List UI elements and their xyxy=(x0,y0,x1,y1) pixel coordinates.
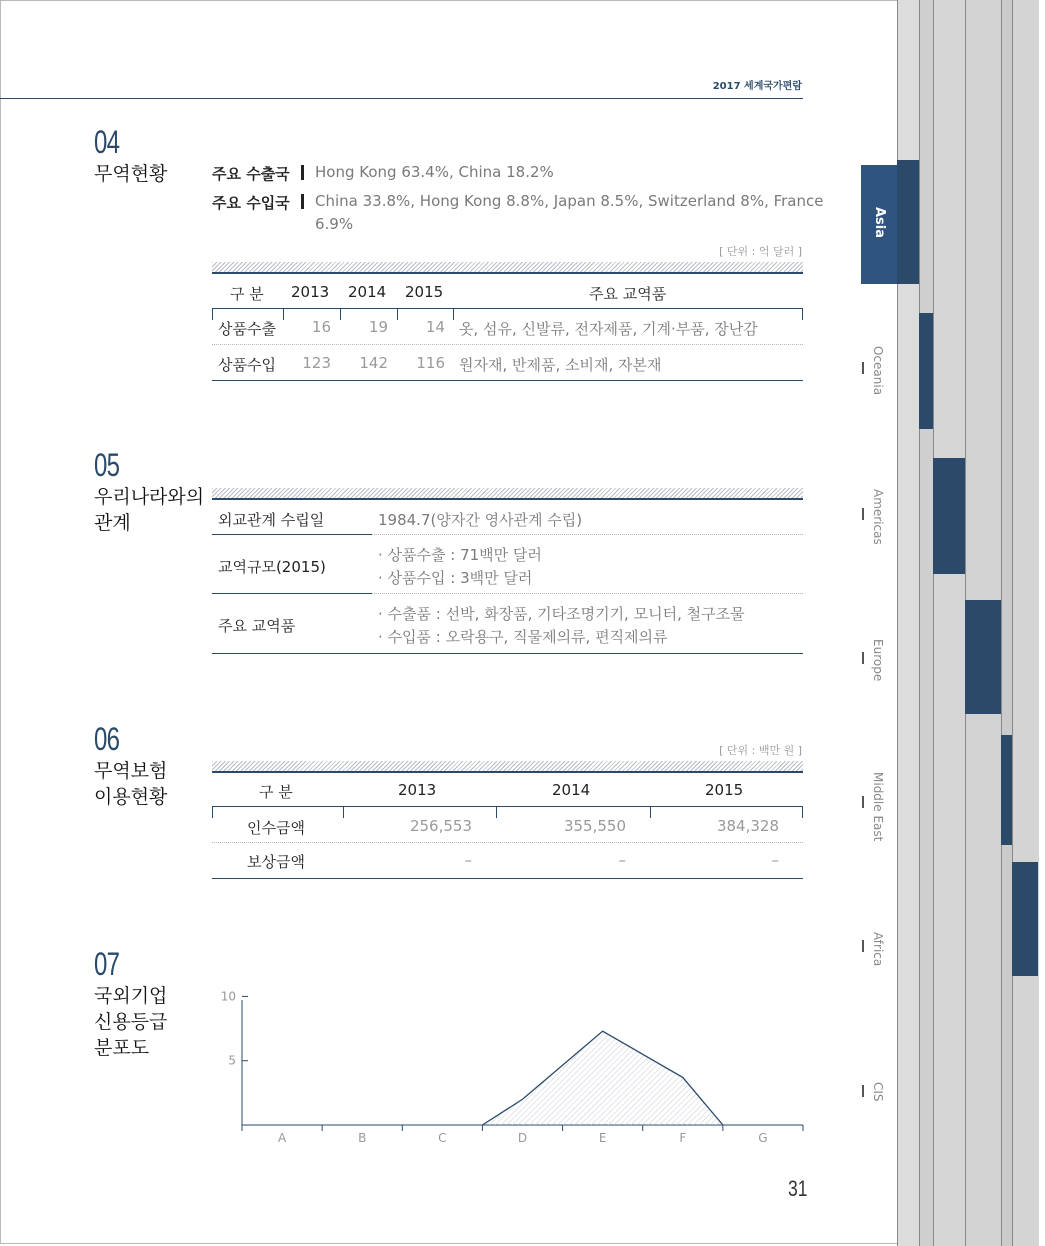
y-tick-label: 5 xyxy=(228,1053,236,1068)
trade-row-2013: 16 xyxy=(311,318,331,336)
insurance-row-2015: 384,328 xyxy=(716,817,779,835)
label-separator xyxy=(301,165,304,180)
trade-row-label: 상품수입 xyxy=(218,356,276,374)
column-tick xyxy=(212,308,213,320)
tab-oceania-label: Oceania xyxy=(871,346,885,396)
relation-row-value: · 상품수출 : 71백만 달러 xyxy=(378,546,542,564)
insurance-row-2015: – xyxy=(771,851,779,869)
row-divider xyxy=(372,593,803,594)
column-tick xyxy=(212,806,213,818)
trade-table-header-2015: 2015 xyxy=(405,283,444,301)
trade-row-2015: 116 xyxy=(416,354,445,372)
section-07-title: 국외기업 신용등급 분포도 xyxy=(94,985,168,1059)
section-05-number: 05 xyxy=(94,447,120,483)
relation-row-value: 1984.7(양자간 영사관계 수립) xyxy=(378,511,583,529)
y-tick-label: 10 xyxy=(220,990,236,1004)
insurance-row-2014: – xyxy=(618,851,626,869)
x-tick-label: A xyxy=(277,1131,287,1145)
row-rule xyxy=(212,593,372,594)
trade-table-header-category: 구 분 xyxy=(230,285,264,303)
tab-europe[interactable] xyxy=(861,635,891,685)
header-rule xyxy=(0,98,803,99)
tab-africa-label: Africa xyxy=(871,932,885,967)
insurance-header-category: 구 분 xyxy=(259,783,293,801)
row-divider xyxy=(212,842,803,843)
x-tick-label: B xyxy=(358,1131,367,1145)
trade-table-header-2014: 2014 xyxy=(348,283,387,301)
insurance-row-label: 보상금액 xyxy=(247,853,305,871)
x-tick-label: E xyxy=(598,1131,607,1145)
tab-africa[interactable] xyxy=(861,928,891,968)
x-tick-label: G xyxy=(758,1131,768,1145)
trade-row-2014: 142 xyxy=(359,354,388,372)
row-divider xyxy=(212,344,803,345)
insurance-header-2015: 2015 xyxy=(705,781,744,799)
insurance-header-2014: 2014 xyxy=(552,781,591,799)
table-bottom-rule xyxy=(212,878,803,879)
x-tick-label: C xyxy=(438,1131,447,1145)
x-tick-label: F xyxy=(679,1131,687,1145)
section-04-number: 04 xyxy=(94,124,120,160)
insurance-header-2013: 2013 xyxy=(398,781,437,799)
table-top-rule xyxy=(212,272,803,274)
tab-asia[interactable] xyxy=(861,165,897,284)
export-countries-label: 주요 수출국 xyxy=(212,165,290,183)
relation-row-value: · 수입품 : 오락용구, 직물제의류, 편직제의류 xyxy=(378,628,668,646)
table-hatch-band xyxy=(212,262,803,272)
sec04-unit-note: [ 단위 : 억 달러 ] xyxy=(719,245,802,258)
tab-americas[interactable] xyxy=(861,485,891,545)
section-07-number: 07 xyxy=(94,946,120,982)
export-countries-value: Hong Kong 63.4%, China 18.2% xyxy=(315,163,554,181)
import-countries-value-line2: 6.9% xyxy=(315,215,354,233)
table-bottom-rule xyxy=(212,380,803,381)
label-separator xyxy=(301,194,304,209)
row-rule xyxy=(212,534,372,535)
section-05-title: 우리나라와의 관계 xyxy=(94,486,205,534)
tab-middle-east[interactable] xyxy=(861,768,891,842)
trade-row-items: 옷, 섬유, 신발류, 전자제품, 기계·부품, 장난감 xyxy=(459,320,758,338)
table-top-rule xyxy=(212,771,803,773)
sec06-unit-note: [ 단위 : 백만 원 ] xyxy=(719,744,802,757)
credit-rating-chart xyxy=(200,990,820,1150)
table-hatch-band xyxy=(212,488,803,498)
trade-row-label: 상품수출 xyxy=(218,320,276,338)
relation-row-label: 외교관계 수립일 xyxy=(218,511,325,529)
section-04-title: 무역현황 xyxy=(94,163,168,185)
tab-cis[interactable] xyxy=(861,1080,891,1110)
table-top-rule xyxy=(212,498,803,500)
tab-americas-label: Americas xyxy=(871,489,885,545)
relation-row-value: · 상품수입 : 3백만 달러 xyxy=(378,569,533,587)
trade-row-2015: 14 xyxy=(425,318,445,336)
x-tick-label: D xyxy=(517,1131,528,1145)
credit-area-fill xyxy=(482,1031,722,1125)
column-tick xyxy=(802,806,803,818)
import-countries-value-line1: China 33.8%, Hong Kong 8.8%, Japan 8.5%, Switzerland 8%, France xyxy=(315,192,824,210)
tab-cis-label: CIS xyxy=(871,1082,885,1102)
section-06-title: 무역보험 이용현황 xyxy=(94,760,168,808)
trade-row-items: 원자재, 반제품, 소비재, 자본재 xyxy=(459,356,662,374)
row-divider xyxy=(372,534,803,535)
trade-row-2014: 19 xyxy=(368,318,388,336)
relation-row-label: 교역규모(2015) xyxy=(218,558,326,576)
table-bottom-rule xyxy=(212,653,803,654)
table-hatch-band xyxy=(212,761,803,771)
tab-middle-east-label: Middle East xyxy=(871,772,885,842)
column-tick xyxy=(453,308,454,320)
trade-table-header-2013: 2013 xyxy=(291,283,330,301)
section-06-number: 06 xyxy=(94,721,120,757)
running-header: 2017 세계국가편람 xyxy=(712,81,802,92)
trade-table-header-items: 주요 교역품 xyxy=(589,285,667,303)
insurance-row-2013: – xyxy=(464,851,472,869)
import-countries-label: 주요 수입국 xyxy=(212,194,290,212)
tab-asia-label: Asia xyxy=(872,207,887,239)
trade-table-header-rule xyxy=(212,308,803,309)
page-number: 31 xyxy=(788,1176,808,1201)
relation-row-label: 주요 교역품 xyxy=(218,617,296,635)
insurance-row-2013: 256,553 xyxy=(409,817,472,835)
relation-row-value: · 수출품 : 선박, 화장품, 기타조명기기, 모니터, 철구조물 xyxy=(378,605,745,623)
insurance-header-rule xyxy=(212,806,803,807)
trade-row-2013: 123 xyxy=(302,354,331,372)
tab-europe-label: Europe xyxy=(871,639,885,682)
tab-oceania[interactable] xyxy=(861,340,891,400)
insurance-row-2014: 355,550 xyxy=(563,817,626,835)
column-tick xyxy=(802,308,803,320)
insurance-row-label: 인수금액 xyxy=(247,819,305,837)
